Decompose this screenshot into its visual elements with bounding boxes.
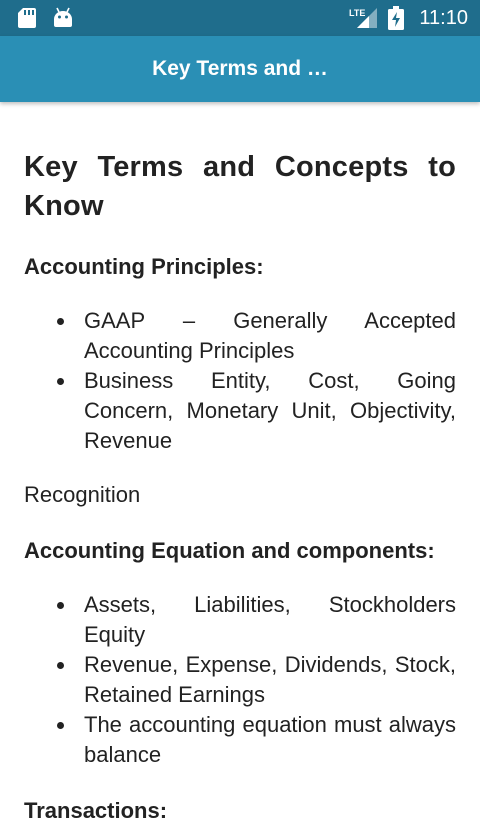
accounting-principles-list: [24, 306, 456, 456]
section-title-accounting-equation: Accounting Equation and components:: [24, 538, 435, 563]
section-title-transactions: Transactions:: [24, 798, 168, 823]
bullet-icon: [57, 602, 64, 609]
app-bar-title: Key Terms and …: [152, 57, 328, 80]
lte-signal-icon: [349, 6, 377, 30]
app-bar: [0, 36, 480, 102]
list-item: The accounting equation must always balance: [84, 710, 456, 770]
status-bar: [0, 0, 480, 36]
list-item: GAAP – Generally Accepted Accounting Principles: [84, 306, 456, 366]
bullet-icon: [57, 722, 64, 729]
sd-card-icon: [18, 8, 36, 28]
accounting-equation-list: [24, 590, 456, 770]
article-content: [24, 102, 456, 826]
list-item: Business Entity, Cost, Going Concern, Monetary Unit, Objectivity, Revenue: [84, 366, 456, 456]
android-debug-icon: [52, 7, 74, 27]
bullet-icon: [57, 378, 64, 385]
section-title-accounting-principles: Accounting Principles:: [24, 254, 264, 279]
status-clock: 11:10: [419, 7, 468, 29]
svg-text:LTE: LTE: [349, 8, 366, 18]
page-title: Key Terms and Concepts to Know: [24, 151, 456, 222]
list-item: Revenue, Expense, Dividends, Stock, Retained Earnings: [84, 650, 456, 710]
paragraph-recognition: Recognition: [24, 482, 141, 507]
bullet-icon: [57, 662, 64, 669]
battery-charging-icon: [388, 6, 404, 30]
list-item: Assets, Liabilities, Stockholders Equity: [84, 590, 456, 650]
bullet-icon: [57, 318, 64, 325]
